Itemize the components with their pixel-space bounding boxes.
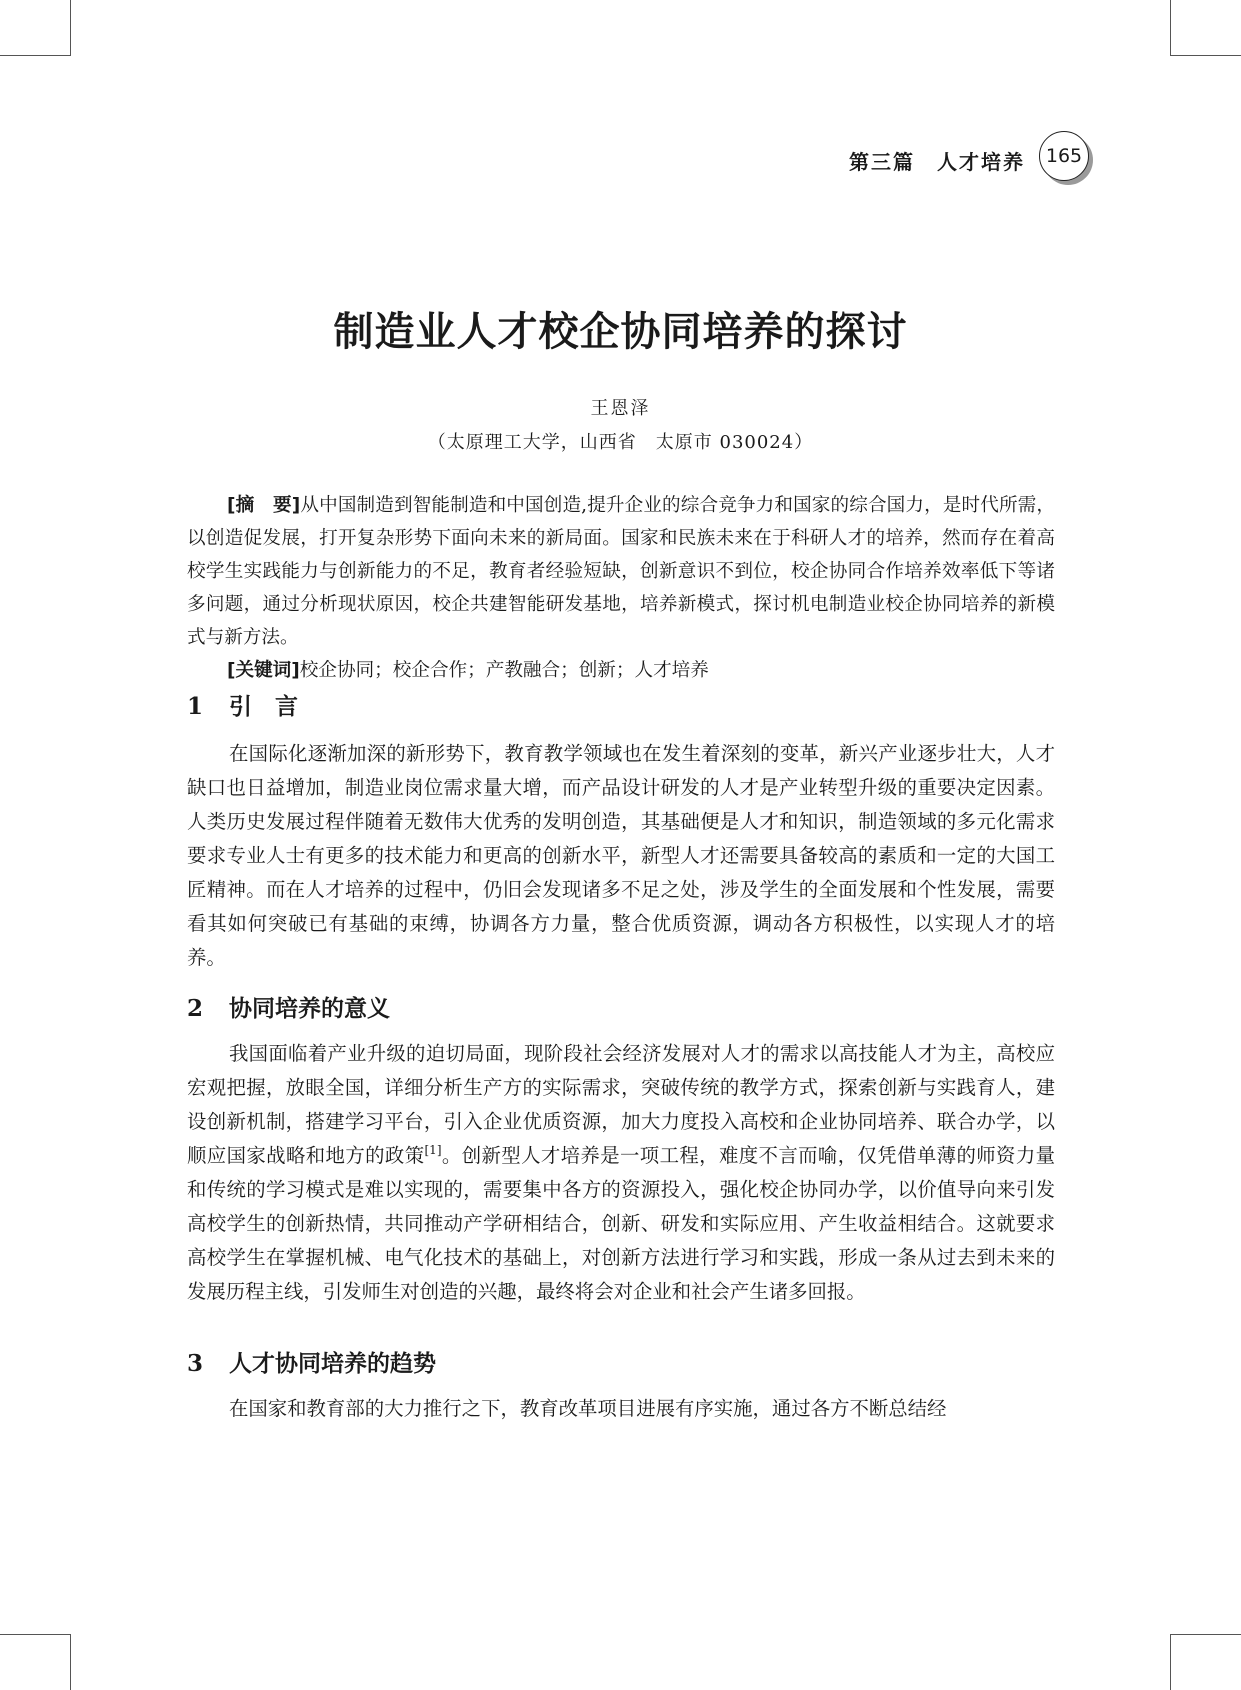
keywords	[227, 654, 1055, 687]
abstract-label: [摘 要]	[227, 495, 301, 516]
crop-mark-bottom-right-horizontal	[1170, 1634, 1241, 1635]
author-name: 王恩泽	[590, 398, 651, 419]
running-head: 第三篇 人才培养	[849, 149, 1025, 174]
section-title: 引 言	[229, 693, 298, 720]
keywords-label: [关键词]	[227, 660, 300, 681]
section-title: 人才协同培养的趋势	[229, 1350, 436, 1377]
section-2-text-part-b: 。创新型人才培养是一项工程，难度不言而喻，仅凭借单薄的师资力量和传统的学习模式是难以实现的，需要集中各方的资源投入，强化校企协同办学，以价值导向来引发高校学生的创新热情，共同推动产学研相结合，创新、研发和实际应用、产生收益相结合。这就要求高校学生在掌握机械、电气化技术的基础上，对创新方法进行学习和实践，形成一条从过去到未来的发展历程主线，引发师生对创造的兴趣，最终将会对企业和社会产生诸多回报。	[187, 1144, 1056, 1303]
crop-mark-bottom-left-horizontal	[0, 1634, 70, 1635]
crop-mark-top-left-horizontal	[0, 55, 70, 56]
section-1-heading	[187, 688, 298, 721]
keywords-text: 校企协同；校企合作；产教融合；创新；人才培养	[299, 660, 709, 681]
section-2-text-part-a: 我国面临着产业升级的迫切局面，现阶段社会经济发展对人才的需求以高技能人才为主，高校应宏观把握，放眼全国，详细分析生产方的实际需求，突破传统的教学方式，探索创新与实践育人，建设创新机制，搭建学习平台，引入企业优质资源，加大力度投入高校和企业协同培养、联合办学，以顺应国家战略和地方的政策	[187, 1042, 1055, 1167]
page-header	[849, 131, 1089, 181]
crop-mark-top-right-vertical	[1170, 0, 1171, 56]
crop-mark-bottom-left-vertical	[70, 1634, 71, 1690]
section-1-paragraph: 在国际化逐渐加深的新形势下，教育教学领域也在发生着深刻的变革，新兴产业逐步壮大，人才缺口也日益增加，制造业岗位需求量大增，而产品设计研发的人才是产业转型升级的重要决定因素。人类历史发展过程伴随着无数伟大优秀的发明创造，其基础便是人才和知识，制造领域的多元化需求要求专业人士有更多的技术能力和更高的创新水平，新型人才还需要具备较高的素质和一定的大国工匠精神。而在人才培养的过程中，仍旧会发现诸多不足之处，涉及学生的全面发展和个性发展，需要看其如何突破已有基础的束缚，协调各方力量，整合优质资源，调动各方积极性，以实现人才的培养。	[187, 742, 1055, 969]
page-number-badge: 165	[1039, 131, 1089, 181]
section-number: 2	[187, 995, 204, 1022]
section-title: 协同培养的意义	[229, 995, 390, 1022]
section-number: 3	[187, 1350, 204, 1377]
article-title: 制造业人才校企协同培养的探讨	[333, 309, 908, 355]
crop-mark-top-right-horizontal	[1170, 55, 1241, 56]
crop-mark-top-left-vertical	[70, 0, 71, 56]
abstract	[187, 489, 1055, 654]
section-3-paragraph: 在国家和教育部的大力推行之下，教育改革项目进展有序实施，通过各方不断总结经	[229, 1397, 947, 1420]
section-number: 1	[187, 693, 204, 720]
section-2-paragraph	[187, 1037, 1055, 1309]
abstract-text: 从中国制造到智能制造和中国创造,提升企业的综合竞争力和国家的综合国力，是时代所需，以创造促发展，打开复杂形势下面向未来的新局面。国家和民族未来在于科研人才的培养，然而存在着高校学生实践能力与创新能力的不足，教育者经验短缺，创新意识不到位，校企协同合作培养效率低下等诸多问题，通过分析现状原因，校企共建智能研发基地，培养新模式，探讨机电制造业校企协同培养的新模式与新方法。	[187, 495, 1055, 648]
citation-ref: [1]	[424, 1143, 442, 1157]
crop-mark-bottom-right-vertical	[1170, 1634, 1171, 1690]
section-3-heading	[187, 1345, 436, 1378]
section-2-heading	[187, 990, 390, 1023]
author-affiliation: （太原理工大学，山西省 太原市 030024）	[427, 432, 814, 453]
